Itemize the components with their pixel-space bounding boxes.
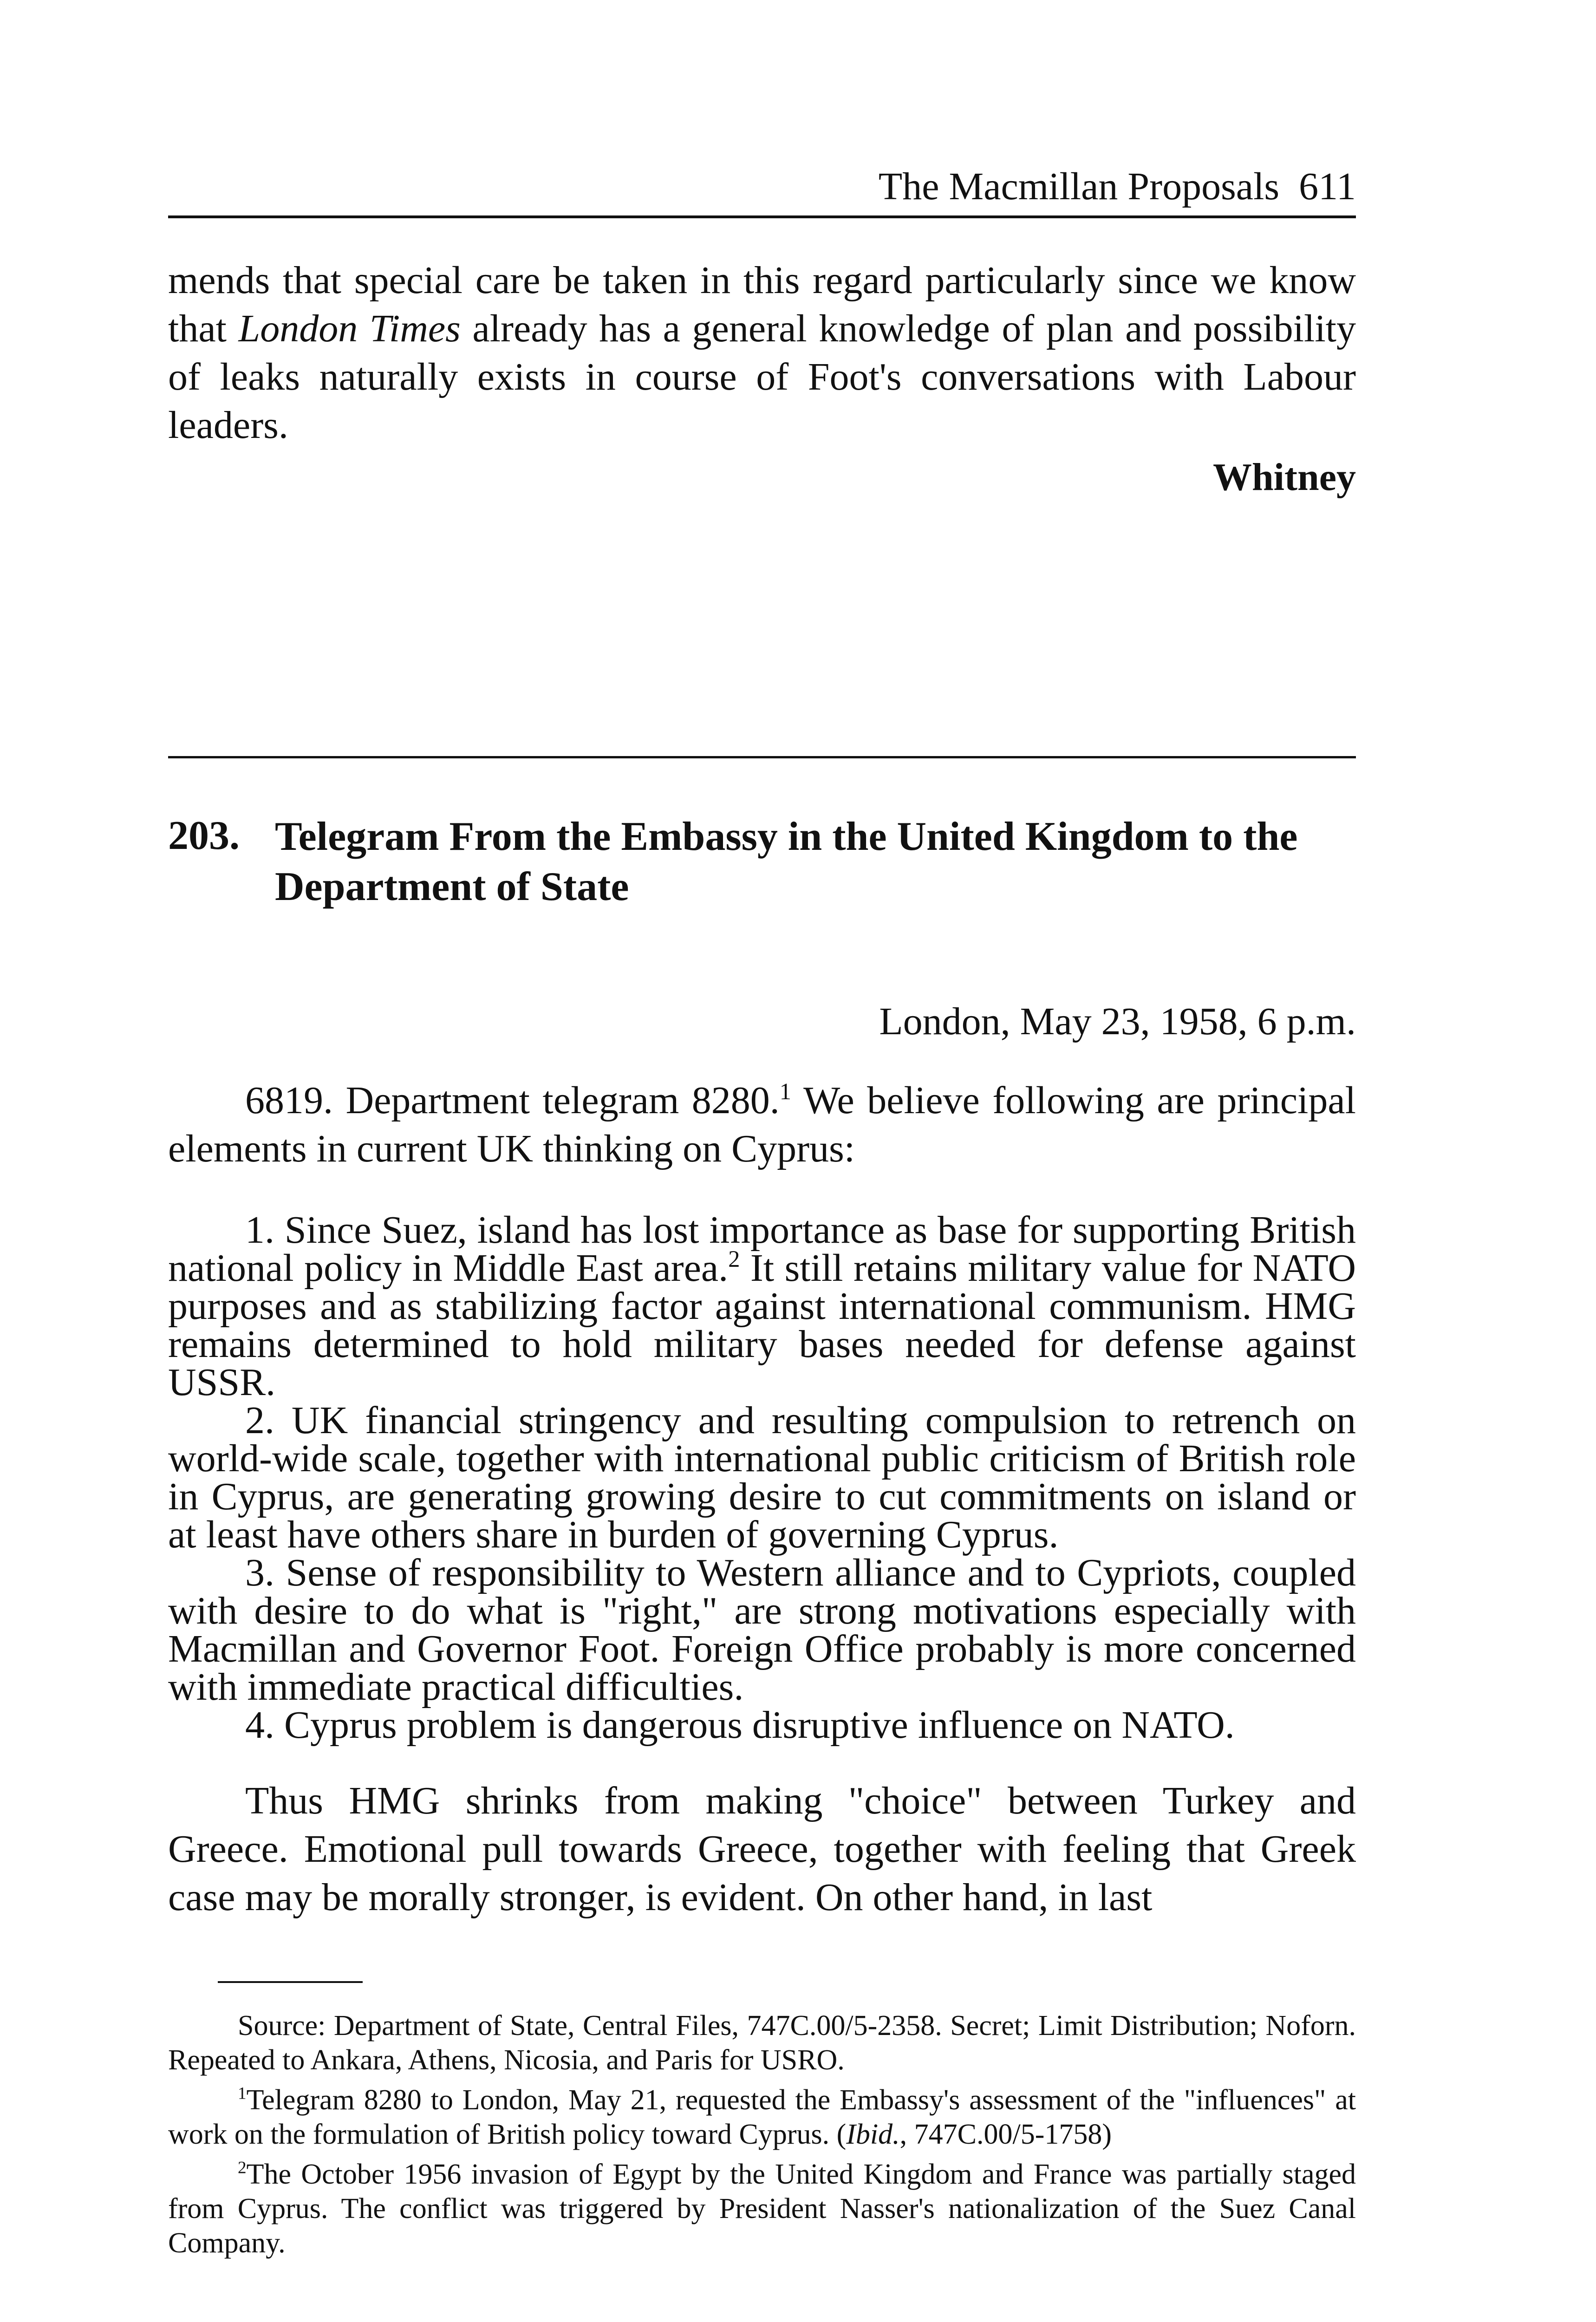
intro-text-b: We believe following are principal elements in current UK thinking on Cyprus:: [168, 1079, 1356, 1170]
signature: Whitney: [1212, 456, 1356, 499]
footnote-2: [168, 2157, 1356, 2260]
footnotes: [168, 2009, 1356, 2260]
point-2: 2. UK financial stringency and resulting compulsion to retrench on world-wide scale, together with international public criticism of British role in Cyprus, are generating growing desire to cut commitments on island or at least have others share in burden of governing Cyprus.: [168, 1399, 1356, 1556]
closing-paragraph-block: [168, 1777, 1356, 1922]
point-1: [168, 1208, 1356, 1404]
footnote-rule: [218, 1981, 363, 1983]
running-header: [168, 163, 1356, 215]
carryover-block: [168, 256, 1356, 465]
footnote-1-text-a: Telegram 8280 to London, May 21, requested the Embassy's assessment of the "influences" at work on the formulation of British policy toward Cyprus. (: [168, 2084, 1356, 2150]
footnote-2-text: The October 1956 invasion of Egypt by the United Kingdom and France was partially staged from Cyprus. The conflict was triggered by President Nasser's nationalization of the Suez Canal Company.: [168, 2159, 1356, 2259]
running-title: The Macmillan Proposals: [878, 165, 1280, 208]
closing-paragraph: Thus HMG shrinks from making "choice" between Turkey and Greece. Emotional pull towards Greece, together with feeling that Greek case may be morally stronger, is evident. On other hand, in last: [168, 1779, 1356, 1919]
signature-block: [168, 454, 1356, 505]
point-1-text-b: It still retains military value for NATO purposes and as stabilizing factor against international communism. HMG remains determined to hold military bases needed for defense against USSR.: [168, 1246, 1356, 1404]
numbered-points: [168, 1208, 1356, 1747]
point-4: 4. Cyprus problem is dangerous disruptive influence on NATO.: [245, 1703, 1235, 1747]
page-number: 611: [1299, 165, 1356, 208]
carryover-text-b: already has a general knowledge of plan and possibility of leaks naturally exists in course of Foot's conversations with Labour leaders.: [168, 307, 1356, 447]
footnote-ref-2: 2: [728, 1246, 740, 1272]
telegram-intro: [168, 1076, 1356, 1173]
document-number: 203.: [168, 813, 240, 858]
document-title: Telegram From the Embassy in the United Kingdom to the Department of State: [275, 814, 1298, 909]
carryover-italic: London Times: [238, 307, 461, 350]
footnote-1: [168, 2083, 1356, 2152]
dateline: London, May 23, 1958, 6 p.m.: [879, 1000, 1356, 1043]
intro-paragraph: [168, 1076, 1356, 1173]
point-1-text-a: 1. Since Suez, island has lost importance as base for supporting British national policy in Middle East area.: [168, 1208, 1356, 1290]
footnote-1-mark: 1: [238, 2084, 247, 2103]
header-text: [879, 163, 1356, 210]
footnote-1-ibid: Ibid.: [846, 2119, 900, 2150]
point-3: 3. Sense of responsibility to Western alliance and to Cypriots, coupled with desire to do what is "right," are strong motivations especially with Macmillan and Governor Foot. Foreign Office probably is more concerned with immediate practical difficulties.: [168, 1551, 1356, 1709]
carryover-text-a: mends that special care be taken in this regard particularly since we know that: [168, 259, 1356, 350]
document-separator: [168, 756, 1356, 758]
footnote-2-mark: 2: [238, 2158, 247, 2178]
source-note: Source: Department of State, Central Files, 747C.00/5-2358. Secret; Limit Distribution; Noforn. Repeated to Ankara, Athens, Nicosia, and Paris for USRO.: [168, 2010, 1356, 2076]
carryover-paragraph: [168, 256, 1356, 450]
footnote-ref-1: 1: [779, 1078, 791, 1104]
header-rule: [168, 215, 1356, 218]
footnote-1-text-b: , 747C.00/5-1758): [899, 2119, 1112, 2150]
intro-text-a: 6819. Department telegram 8280.: [245, 1079, 780, 1122]
